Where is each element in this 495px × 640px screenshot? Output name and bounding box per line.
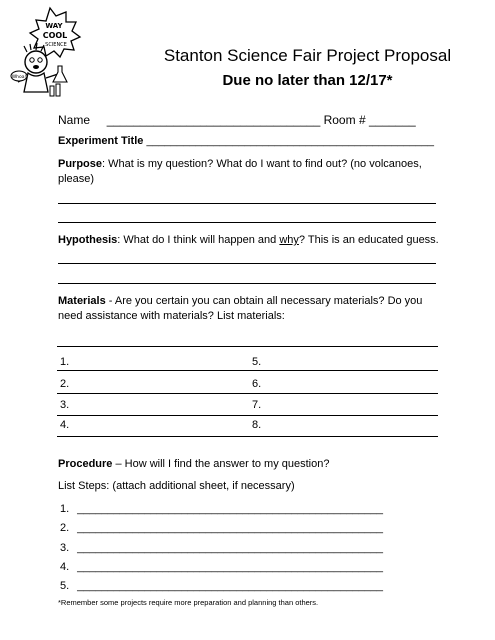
hypothesis-row xyxy=(58,234,439,246)
materials-table-bottom xyxy=(57,436,438,437)
procedure-step-1[interactable] xyxy=(60,503,383,515)
svg-text:WAY: WAY xyxy=(45,22,63,30)
materials-table-top xyxy=(57,346,438,347)
procedure-text: – How will I find the answer to my question? xyxy=(112,458,330,470)
step-blank[interactable]: __________________________________________________ xyxy=(77,580,383,592)
purpose-text: : What is my question? What do I want to find out? (no volcanoes, xyxy=(102,158,422,170)
hypothesis-text-why: why xyxy=(279,234,299,246)
purpose-row xyxy=(58,158,422,170)
hypothesis-text-after: ? This is an educated guess. xyxy=(298,234,439,246)
svg-text:SCIENCE: SCIENCE xyxy=(45,42,67,48)
materials-table-rule xyxy=(57,370,438,371)
hypothesis-answer-line-1[interactable] xyxy=(58,263,436,264)
step-number: 3. xyxy=(60,542,70,554)
materials-text-continued: need assistance with materials? List materials: xyxy=(58,310,285,322)
svg-text:COOL: COOL xyxy=(42,31,68,40)
due-date: Due no later than 12/17* xyxy=(222,72,393,89)
procedure-step-3[interactable] xyxy=(60,542,383,554)
experiment-title-field[interactable]: _______________________________________________ xyxy=(146,135,434,147)
material-item-5[interactable]: 5. xyxy=(252,356,262,368)
step-blank[interactable]: __________________________________________________ xyxy=(77,503,383,515)
experiment-title-row xyxy=(58,135,434,147)
purpose-text-continued: please) xyxy=(58,173,95,185)
room-label: Room # xyxy=(323,113,366,127)
material-item-7[interactable]: 7. xyxy=(252,399,262,411)
step-number: 5. xyxy=(60,580,70,592)
material-item-1[interactable]: 1. xyxy=(60,356,70,368)
material-item-4[interactable]: 4. xyxy=(60,419,70,431)
procedure-row xyxy=(58,458,329,470)
purpose-answer-line-2[interactable] xyxy=(58,222,436,223)
step-number: 1. xyxy=(60,503,70,515)
name-field[interactable]: ________________________________ xyxy=(106,113,321,127)
form-title: Stanton Science Fair Project Proposal xyxy=(163,46,452,65)
step-blank[interactable]: __________________________________________________ xyxy=(77,542,383,554)
cool-science-logo xyxy=(10,6,88,100)
materials-table-rule xyxy=(57,415,438,416)
materials-row xyxy=(58,295,422,307)
step-number: 4. xyxy=(60,561,70,573)
material-item-2[interactable]: 2. xyxy=(60,378,70,390)
purpose-label: Purpose xyxy=(58,158,103,170)
material-item-6[interactable]: 6. xyxy=(252,378,262,390)
materials-text: - Are you certain you can obtain all necessary materials? Do you xyxy=(105,295,423,307)
room-field[interactable]: _______ xyxy=(368,113,416,127)
step-blank[interactable]: __________________________________________________ xyxy=(77,522,383,534)
name-label: Name xyxy=(58,113,91,127)
hypothesis-label: Hypothesis xyxy=(58,234,118,246)
step-number: 2. xyxy=(60,522,70,534)
purpose-answer-line-1[interactable] xyxy=(58,203,436,204)
step-blank[interactable]: __________________________________________________ xyxy=(77,561,383,573)
svg-text:Whoa!: Whoa! xyxy=(11,75,27,80)
procedure-label: Procedure xyxy=(58,458,113,470)
materials-label: Materials xyxy=(58,295,106,307)
procedure-step-2[interactable] xyxy=(60,522,383,534)
procedure-step-5[interactable] xyxy=(60,580,383,592)
footnote: *Remember some projects require more preparation and planning than others. xyxy=(58,598,319,607)
procedure-step-4[interactable] xyxy=(60,561,383,573)
experiment-title-label: Experiment Title xyxy=(58,135,144,147)
list-steps-label: List Steps: (attach additional sheet, if necessary) xyxy=(58,480,295,492)
material-item-3[interactable]: 3. xyxy=(60,399,70,411)
hypothesis-answer-line-2[interactable] xyxy=(58,283,436,284)
hypothesis-text-before: : What do I think will happen and xyxy=(117,234,280,246)
material-item-8[interactable]: 8. xyxy=(252,419,262,431)
materials-table-rule xyxy=(57,393,438,394)
name-row xyxy=(58,113,416,127)
